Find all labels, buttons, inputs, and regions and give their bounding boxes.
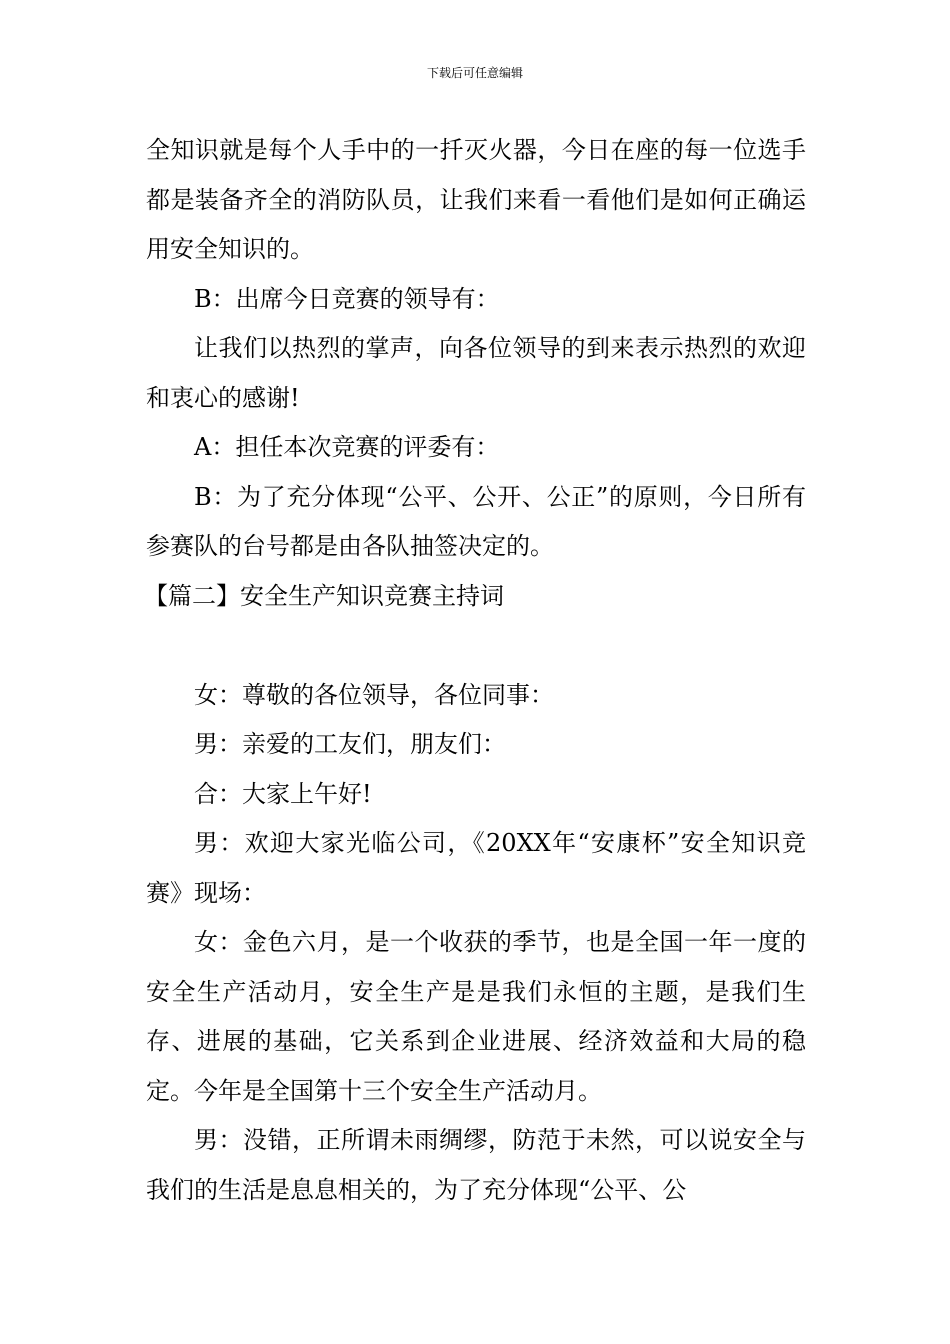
paragraph-9: 男：欢迎大家光临公司，《20XX年“安康杯”安全知识竞赛》现场： — [146, 829, 806, 907]
paragraph-6: 女：尊敬的各位领导，各位同事： — [194, 680, 554, 709]
blank-line — [146, 621, 806, 671]
section-heading: 【篇二】安全生产知识竞赛主持词 — [144, 581, 504, 610]
paragraph-1: 全知识就是每个人手中的一扦灭火器，今日在座的每一位选手都是装备齐全的消防队员，让我们来看一看他们是如何正确运用安全知识的。 — [146, 136, 806, 263]
paragraph-2: B：出席今日竞赛的领导有： — [194, 284, 500, 313]
paragraph-11: 男：没错，正所谓未雨绸缪，防范于未然，可以说安全与我们的生活是息息相关的，为了充分体现“公平、公 — [146, 1126, 806, 1204]
paragraph-10: 女：金色六月，是一个收获的季节，也是全国一年一度的安全生产活动月，安全生产是是我们永恒的主题，是我们生存、进展的基础，它关系到企业进展、经济效益和大局的稳定。今年是全国第十三个安全生产活动月。 — [146, 928, 806, 1105]
paragraph-4: A：担任本次竞赛的评委有： — [194, 433, 500, 461]
paragraph-8: 合：大家上午好! — [194, 779, 372, 808]
document-body — [146, 126, 806, 1215]
paragraph-3: 让我们以热烈的掌声，向各位领导的到来表示热烈的欢迎和衷心的感谢! — [146, 334, 806, 412]
paragraph-5: B：为了充分体现“公平、公开、公正”的原则，今日所有参赛队的台号都是由各队抽签决定的。 — [146, 482, 806, 560]
paragraph-7: 男：亲爱的工友们，朋友们： — [194, 730, 506, 758]
page-header: 下载后可任意编辑 — [426, 66, 523, 80]
